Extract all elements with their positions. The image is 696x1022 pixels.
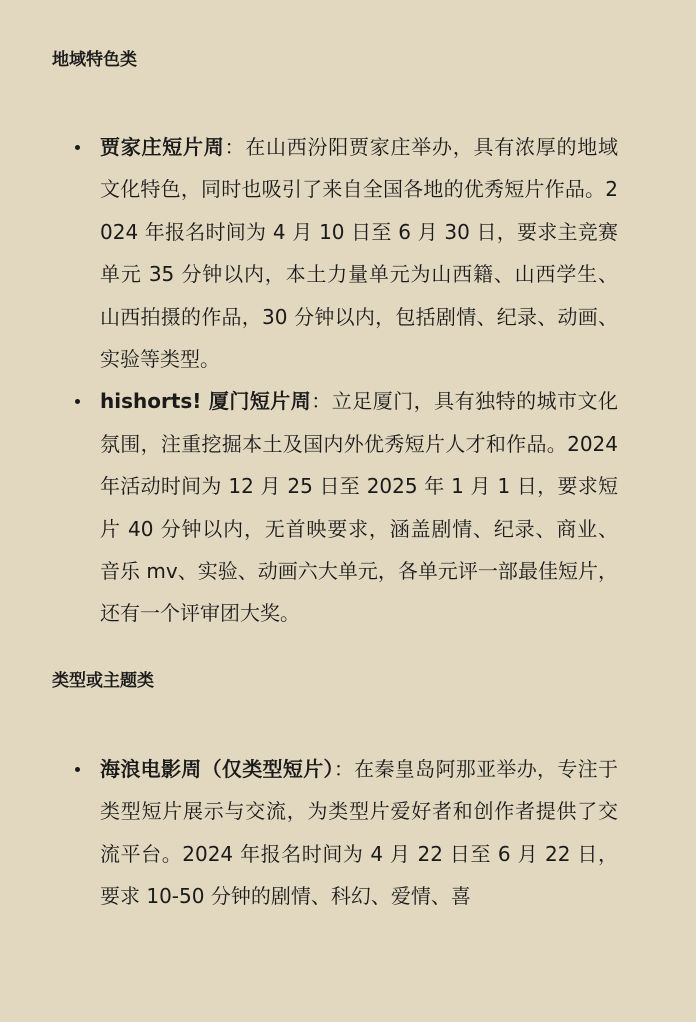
item-body: ：在山西汾阳贾家庄举办，具有浓厚的地域文化特色，同时也吸引了来自全国各地的优秀短片作品。2024 年报名时间为 4 月 10 日至 6 月 30 日，要求主竞赛单元 35 分钟以内，本土力量单元为山西籍、山西学生、山西拍摄的作品，30 分钟以内，包括剧情、纪录、动画、实验等类型。 <box>100 135 618 372</box>
list-item-hailang <box>0 748 696 918</box>
item-body: ：立足厦门，具有独特的城市文化氛围，注重挖掘本土及国内外优秀短片人才和作品。2024 年活动时间为 12 月 25 日至 2025 年 1 月 1 日，要求短片 40 分钟以内，无首映要求，涵盖剧情、纪录、商业、音乐 mv、实验、动画六大单元，各单元评一部最佳短片，还有一个评审团大奖。 <box>100 389 619 626</box>
genre-festival-list <box>0 748 696 918</box>
item-title: 贾家庄短片周 <box>100 135 225 159</box>
regional-festival-list <box>0 126 696 635</box>
section-heading-regional: 地域特色类 <box>52 50 137 70</box>
bullet-dot-icon <box>75 767 80 772</box>
list-item-hishorts-xiamen <box>0 380 696 634</box>
item-body: ：在秦皇岛阿那亚举办，专注于类型短片展示与交流，为类型片爱好者和创作者提供了交流平台。2024 年报名时间为 4 月 22 日至 6 月 22 日，要求 10-50 分钟的剧情、科幻、爱情、喜 <box>100 757 619 909</box>
bullet-dot-icon <box>75 145 80 150</box>
section-heading-genre: 类型或主题类 <box>52 671 154 691</box>
item-title: 海浪电影周（仅类型短片） <box>100 757 334 781</box>
item-title: hishorts! 厦门短片周 <box>100 389 312 414</box>
list-item-jiajiazhuang <box>0 126 696 380</box>
bullet-dot-icon <box>75 399 80 404</box>
